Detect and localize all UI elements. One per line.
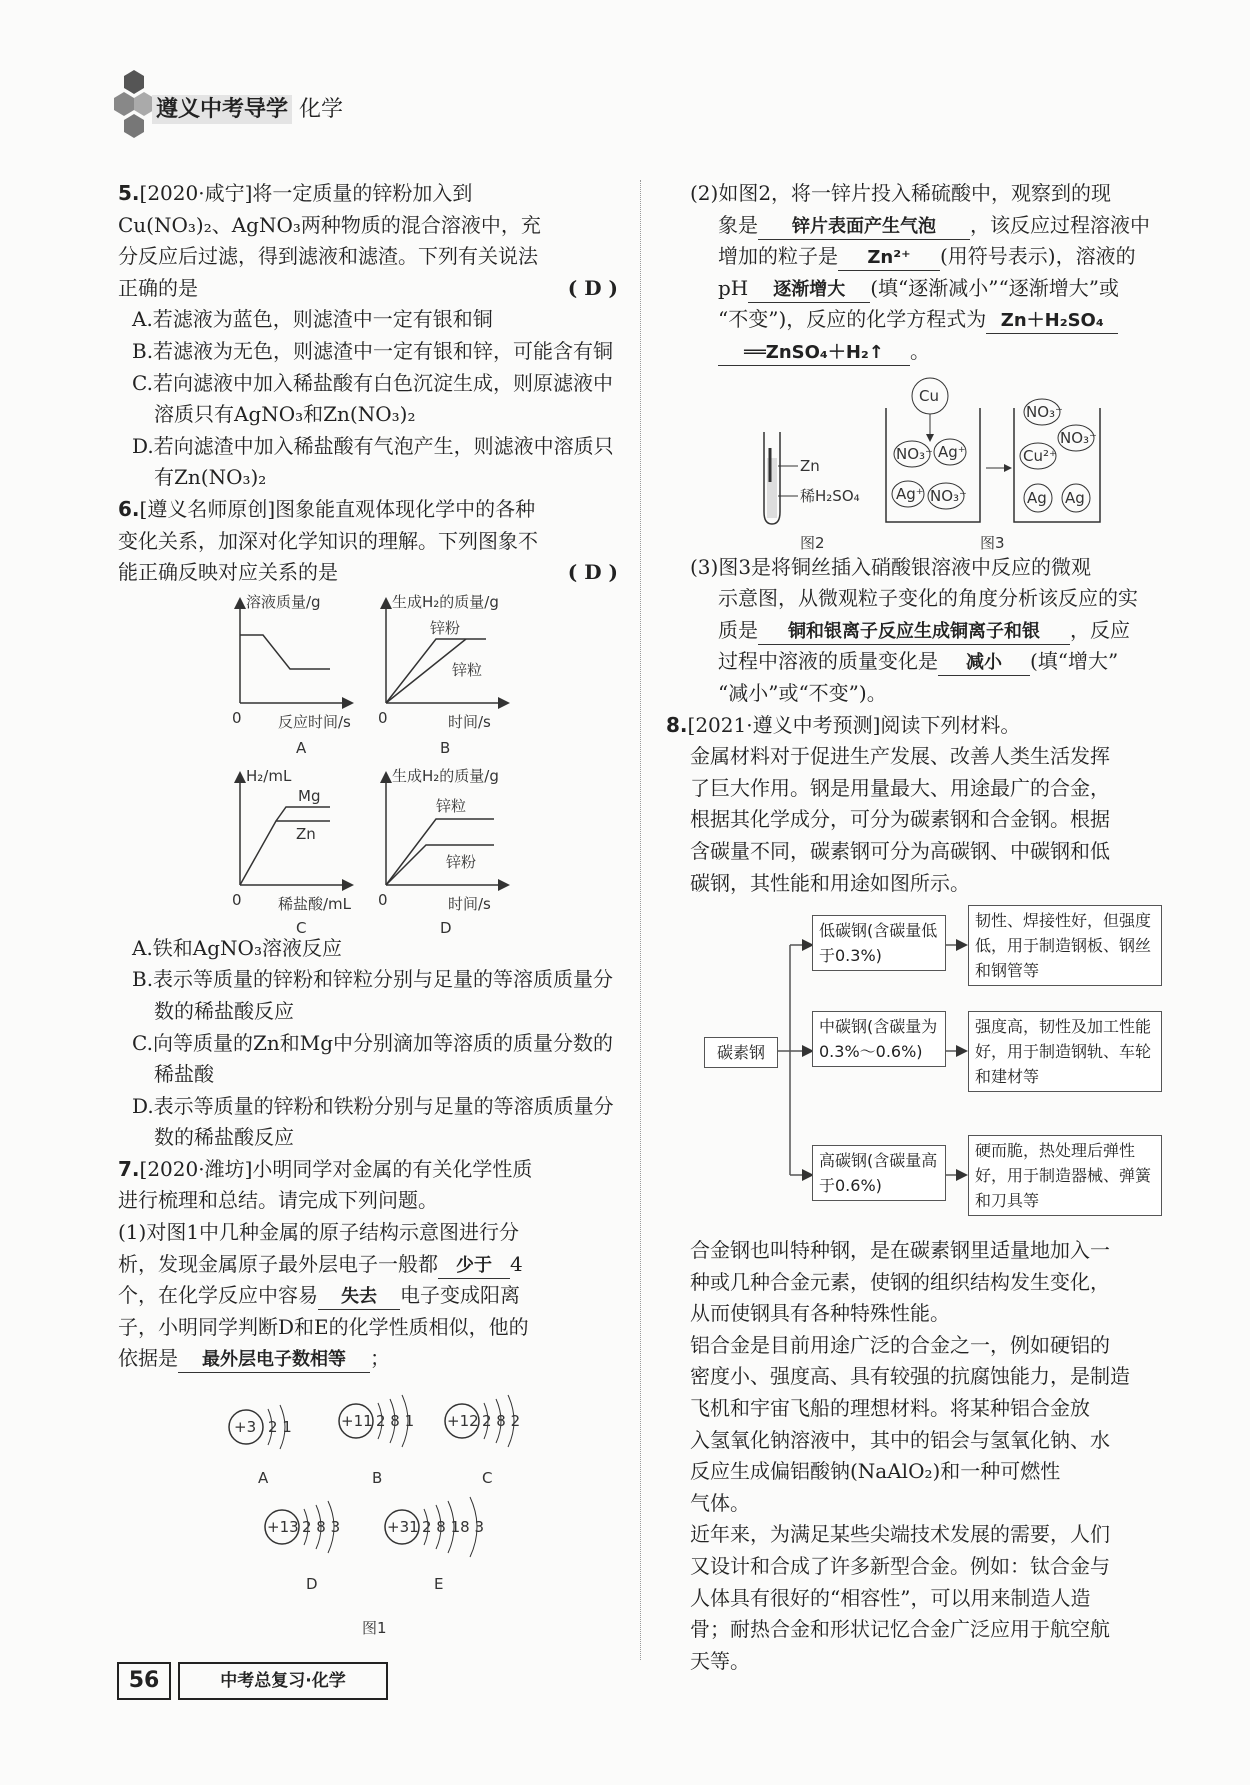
q8-para1-line-5: 碳钢，其性能和用途如图所示。 (690, 870, 970, 895)
diagram-high-carbon-use: 硬而脆，热处理后弹性好，用于制造器械、弹簧和刀具等 (968, 1135, 1162, 1216)
q8-para2-line-1: 合金钢也叫特种钢，是在碳素钢里适量地加入一 (690, 1238, 1110, 1263)
q8-para4-line-5: 天等。 (690, 1648, 750, 1673)
q7-answer-7b: ══ZnSO₄＋H₂↑ (718, 341, 910, 366)
figure-2-3 (690, 372, 1170, 552)
fig2-acid-label: 稀H₂SO₄ (800, 486, 860, 505)
figure-2 (764, 432, 860, 552)
atom-c (445, 1395, 520, 1487)
q7-answer-7a: Zn＋H₂SO₄ (986, 309, 1118, 334)
diagram-high-carbon: 高碳钢(含碳量高于0.6%) (812, 1145, 946, 1201)
q7-p3-text-f: (填“增大” (1030, 649, 1119, 674)
atom-e-letter: E (434, 1575, 444, 1594)
atom-e-electrons: 2 8 18 3 (422, 1518, 485, 1537)
graph-c-series-2: Zn (296, 824, 316, 843)
graph-b-letter: B (440, 738, 451, 757)
atom-a-electrons: 2 1 (268, 1418, 292, 1437)
graph-a-origin: 0 (232, 708, 242, 727)
column-divider (640, 180, 641, 1660)
graph-d-ylabel: 生成H₂的质量/g (392, 766, 499, 785)
q8-para4-line-1: 近年来，为满足某些尖端技术发展的需要，人们 (690, 1522, 1110, 1547)
q7-p1-text-h: ； (370, 1346, 390, 1371)
q6-option-d: D.表示等质量的锌粉和铁粉分别与足量的等溶质质量分数的稀盐酸反应 (132, 1093, 614, 1150)
q8-para3-line-6: 气体。 (690, 1490, 750, 1515)
atom-b (339, 1395, 414, 1487)
atom-d-electrons: 2 8 3 (302, 1518, 341, 1537)
q7-p1-text-g: 依据是 (118, 1346, 178, 1371)
footer-title: 中考总复习·化学 (178, 1662, 388, 1700)
q8-para3-line-5: 反应生成偏铝酸钠(NaAlO₂)和一种可燃性 (690, 1459, 1061, 1484)
q8-intro: [2021·遵义中考预测]阅读下列材料。 (687, 712, 1021, 737)
question-5 (118, 178, 618, 494)
q7-p3-text-e: 过程中溶液的质量变化是 (718, 649, 938, 674)
atom-d-core: +13 (267, 1518, 299, 1537)
diagram-mid-carbon: 中碳钢(含碳量为0.3%～0.6%) (812, 1011, 946, 1067)
q6-line-3: 能正确反映对应关系的是 (118, 560, 338, 585)
figure-1-atoms (118, 1375, 618, 1655)
graph-a (232, 593, 351, 757)
q7-p2-text-e: (用符号表示)，溶液的 (940, 244, 1136, 269)
page-number: 56 (117, 1662, 171, 1700)
graph-a-ylabel: 溶液质量/g (246, 592, 321, 611)
q7-p1-text-e: 电子变成阳离 (400, 1283, 520, 1308)
q5-line-4: 正确的是 (118, 275, 198, 300)
q5-line-1: [2020·咸宁]将一定质量的锌粉加入到 (139, 181, 473, 205)
right-column (666, 178, 1170, 1677)
figure-3 (886, 378, 1100, 552)
q7-p1-text-b: 析，发现金属原子最外层电子一般都 (118, 1251, 438, 1276)
q7-answer-3: 最外层电子数相等 (178, 1348, 370, 1373)
diagram-low-carbon: 低碳钢(含碳量低于0.3%) (812, 915, 946, 971)
q7-answer-4: 锌片表面产生气泡 (758, 215, 970, 240)
q6-graphs (118, 593, 618, 933)
fig3-caption: 图3 (980, 533, 1005, 552)
q7-number: 7. (118, 1156, 140, 1181)
header-subject: 化学 (299, 97, 344, 122)
fig3-cu-label: Cu (919, 386, 939, 405)
q7-intro-1: [2020·潍坊]小明同学对金属的有关化学性质 (139, 1156, 533, 1181)
graph-d-letter: D (440, 918, 452, 933)
q8-number: 8. (666, 712, 688, 737)
header-logo (110, 68, 158, 140)
q8-para2-line-2: 种或几种合金元素，使钢的组织结构发生变化， (690, 1269, 1110, 1294)
graph-c-xlabel: 稀盐酸/mL (278, 894, 352, 913)
q7-p1-line-f: 子，小明同学判断D和E的化学性质相似，他的 (118, 1314, 529, 1339)
q7-answer-8: 铜和银离子反应生成铜离子和银 (758, 620, 1070, 645)
graph-d (378, 767, 504, 933)
fig3-ag-atom-b: Ag (1065, 488, 1085, 507)
fig3-ag-atom-a: Ag (1027, 488, 1047, 507)
graph-b-series-2: 锌粒 (452, 660, 483, 679)
atom-c-letter: C (482, 1469, 493, 1488)
q7-p2-text-d: 增加的粒子是 (718, 244, 838, 269)
q6-option-a: A.铁和AgNO₃溶液反应 (132, 935, 342, 960)
q7-p2-text-f: pH (718, 275, 749, 300)
q8-para4-line-3: 人体具有很好的“相容性”，可以用来制造人造 (690, 1585, 1091, 1610)
graph-c (232, 767, 352, 933)
q7-p2-text-b: 象是 (718, 212, 758, 237)
q7-p1-text-c: 4 (510, 1251, 523, 1276)
q8-para3-line-2: 密度小、强度高、具有较强的抗腐蚀能力，是制造 (690, 1364, 1130, 1389)
q7-answer-5: Zn²⁺ (838, 246, 940, 271)
q8-para1-line-4: 含碳量不同，碳素钢可分为高碳钢、中碳钢和低 (690, 838, 1110, 863)
q8-para1-line-3: 根据其化学成分，可分为碳素钢和合金钢。根据 (690, 807, 1110, 832)
atom-c-core: +12 (447, 1412, 479, 1431)
graph-b-ylabel: 生成H₂的质量/g (392, 592, 499, 611)
q7-p3-text-c: 质是 (718, 617, 758, 642)
q6-number: 6. (118, 496, 140, 521)
atom-a (229, 1405, 292, 1487)
q5-option-c: C.若向滤液中加入稀盐酸有白色沉淀生成，则原滤液中溶质只有AgNO₃和Zn(NO₃)₂ (132, 370, 613, 427)
fig3-no3-b: NO₃⁻ (930, 486, 967, 505)
atom-b-electrons: 2 8 1 (376, 1412, 415, 1431)
q7-p2-text-c: ，该反应过程溶液中 (970, 212, 1150, 237)
q7-p3-line-b: 示意图，从微观粒子变化的角度分析该反应的实 (718, 586, 1138, 611)
q5-option-d: D.若向滤渣中加入稀盐酸有气泡产生，则滤液中溶质只有Zn(NO₃)₂ (132, 433, 614, 490)
q7-p2-line-a: (2)如图2，将一锌片投入稀硫酸中，观察到的现 (690, 181, 1112, 205)
q7-p1-text-d: 个，在化学反应中容易 (118, 1283, 318, 1308)
atom-e (385, 1497, 484, 1593)
q7-p1-line-1: (1)对图1中几种金属的原子结构示意图进行分 (118, 1220, 520, 1245)
q7-answer-2: 失去 (318, 1285, 400, 1310)
graph-c-origin: 0 (232, 890, 242, 909)
q7-p2-text-g: (填“逐渐减小”“逐渐增大”或 (870, 275, 1119, 300)
q5-number: 5. (118, 181, 140, 205)
graph-d-origin: 0 (378, 890, 388, 909)
q8-para2-line-3: 从而使钢具有各种特殊性能。 (690, 1301, 950, 1326)
q5-option-b: B.若滤液为无色，则滤渣中一定有银和锌，可能含有铜 (132, 338, 614, 363)
atom-e-core: +31 (387, 1518, 419, 1537)
figure-1-caption: 图1 (362, 1619, 387, 1638)
atom-d (265, 1501, 340, 1593)
diagram-root: 碳素钢 (704, 1037, 778, 1068)
graph-d-xlabel: 时间/s (448, 894, 491, 913)
fig3-cu2-ion: Cu²⁺ (1023, 446, 1057, 465)
q8-para1-line-1: 金属材料对于促进生产发展、改善人类生活发挥 (690, 744, 1110, 769)
hexagon-logo-icon (110, 68, 158, 140)
left-column (118, 178, 618, 1655)
graph-b-origin: 0 (378, 708, 388, 727)
q6-option-c: C.向等质量的Zn和Mg中分别滴加等溶质的质量分数的稀盐酸 (132, 1030, 614, 1087)
carbon-steel-diagram (690, 905, 1170, 1235)
atom-b-core: +11 (341, 1412, 373, 1431)
q7-answer-9: 减小 (938, 651, 1030, 676)
graph-d-series-2: 锌粉 (446, 852, 477, 871)
q6-line-2: 变化关系，加深对化学知识的理解。下列图象不 (118, 528, 538, 553)
q8-para3-line-4: 入氢氧化钠溶液中，其中的铝会与氢氧化钠、水 (690, 1427, 1110, 1452)
fig3-ag-ion-a: Ag⁺ (938, 442, 966, 461)
fig3-ag-ion-b: Ag⁺ (896, 484, 924, 503)
atom-a-core: +3 (234, 1418, 257, 1437)
q7-answer-1: 少于 (438, 1254, 510, 1279)
fig3-no3-a: NO₃⁻ (896, 444, 933, 463)
graph-a-letter: A (296, 738, 307, 757)
fig3-no3-d: NO₃⁻ (1060, 428, 1097, 447)
fig3-no3-c: NO₃⁻ (1026, 402, 1063, 421)
q6-line-1: [遵义名师原创]图象能直观体现化学中的各种 (139, 496, 536, 521)
q7-p2-text-i: 。 (910, 338, 930, 363)
graph-b-xlabel: 时间/s (448, 712, 491, 731)
graph-c-letter: C (296, 918, 307, 933)
q8-para3-line-1: 铝合金是目前用途广泛的合金之一，例如硬铝的 (690, 1332, 1110, 1357)
q6-option-b: B.表示等质量的锌粉和锌粒分别与足量的等溶质质量分数的稀盐酸反应 (132, 967, 614, 1023)
fig2-zn-label: Zn (800, 456, 820, 475)
header-series: 遵义中考导学 (152, 95, 292, 124)
atom-b-letter: B (372, 1469, 383, 1488)
q8-para3-line-3: 飞机和宇宙飞船的理想材料。将某种铝合金放 (690, 1396, 1090, 1421)
header-title (152, 92, 343, 123)
q7-p3-line-g: “减小”或“不变”)。 (718, 680, 887, 705)
graph-c-series-1: Mg (298, 786, 321, 805)
atom-a-letter: A (258, 1469, 269, 1488)
question-7-part-1 (118, 1154, 618, 1655)
q5-answer: ( D ) (567, 275, 618, 300)
graph-b (378, 593, 504, 757)
graph-a-xlabel: 反应时间/s (278, 712, 351, 731)
q5-line-2: Cu(NO₃)₂、AgNO₃两种物质的混合溶液中，充 (118, 212, 541, 237)
q8-para4-line-2: 又设计和合成了许多新型合金。例如：钛合金与 (690, 1554, 1110, 1579)
q6-answer: ( D ) (567, 560, 618, 585)
graph-b-series-1: 锌粉 (430, 618, 461, 637)
diagram-mid-carbon-use: 强度高，韧性及加工性能好，用于制造钢轨、车轮和建材等 (968, 1011, 1162, 1092)
q5-line-3: 分反应后过滤，得到滤液和滤渣。下列有关说法 (118, 244, 538, 269)
q8-para4-line-4: 骨；耐热合金和形状记忆合金广泛应用于航空航 (690, 1617, 1110, 1642)
graph-d-series-1: 锌粒 (436, 796, 467, 815)
q8-para1-line-2: 了巨大作用。钢是用量最大、用途最广的合金， (690, 775, 1110, 800)
q7-p2-text-h: “不变”)，反应的化学方程式为 (718, 307, 987, 332)
diagram-low-carbon-use: 韧性、焊接性好，但强度低，用于制造钢板、钢丝和钢管等 (968, 905, 1162, 986)
q7-p3-text-d: ，反应 (1070, 617, 1130, 642)
atom-d-letter: D (306, 1575, 318, 1594)
q7-answer-6: 逐渐增大 (748, 278, 870, 303)
graph-c-ylabel: H₂/mL (246, 766, 292, 785)
q7-p3-line-a: (3)图3是将铜丝插入硝酸银溶液中反应的微观 (690, 554, 1092, 579)
q7-intro-2: 进行梳理和总结。请完成下列问题。 (118, 1188, 438, 1213)
q5-option-a: A.若滤液为蓝色，则滤渣中一定有银和铜 (132, 307, 493, 332)
atom-c-electrons: 2 8 2 (482, 1412, 521, 1431)
fig2-caption: 图2 (800, 533, 825, 552)
question-6 (118, 494, 618, 1154)
